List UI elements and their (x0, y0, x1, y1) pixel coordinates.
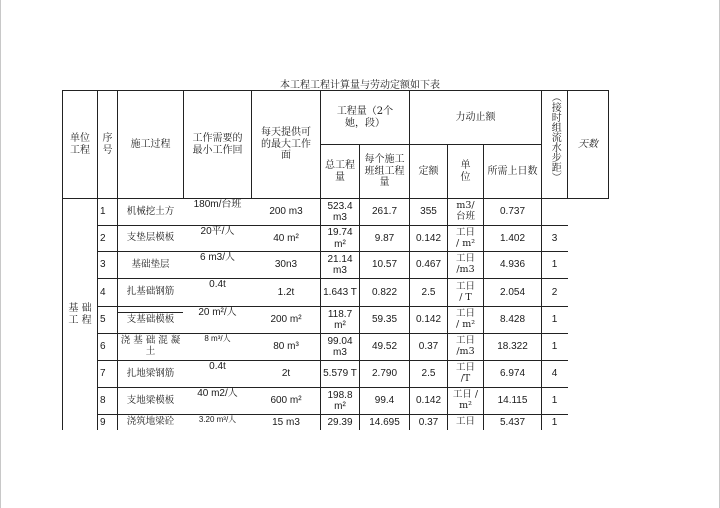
cell-daily-supply: 80 m³ (273, 341, 299, 353)
unit-project-name: 基 础 工 程 (68, 303, 92, 326)
cell-daily-supply: 40 m² (273, 232, 299, 244)
cell-total-qty: 5.579 T (323, 368, 357, 380)
cell-total-qty: 99.04 m3 (327, 335, 353, 358)
cell-flow-step: 1 (551, 259, 558, 271)
cell-days-needed: 1.402 (499, 232, 526, 244)
cell-quota: 0.37 (418, 341, 439, 353)
cell-process: 扎基础钢筋 (126, 286, 175, 298)
cell-process: 支垫层模板 (126, 232, 175, 244)
cell-daily-supply: 200 m² (270, 314, 302, 326)
cell-quota: 0.142 (415, 232, 442, 244)
cell-team-qty: 261.7 (371, 206, 398, 218)
cell-days-needed: 6.974 (499, 368, 526, 380)
cell-unit: 工日 /m3 (455, 253, 475, 275)
cell-seq: 5 (100, 314, 106, 326)
cell-work-need: 6 m3/人 (199, 252, 235, 263)
cell-seq: 3 (100, 259, 106, 271)
header-total-qty: 总工程 量 (325, 160, 355, 183)
cell-quota: 0.142 (415, 395, 442, 407)
cell-work-need: 0.4t (209, 361, 226, 372)
cell-unit: 工日 / m² (455, 226, 476, 249)
cell-days-needed: 8.428 (499, 314, 526, 326)
cell-daily-supply: 600 m² (270, 395, 302, 407)
cell-seq: 7 (100, 368, 106, 380)
cell-seq: 6 (100, 341, 106, 353)
cell-flow-step: 1 (551, 395, 558, 407)
header-labor-group: 力动止额 (455, 111, 496, 123)
cell-daily-supply: 2t (281, 368, 291, 380)
cell-process: 支基础模板 (126, 313, 175, 325)
cell-work-need: 40 m2/人 (197, 388, 238, 399)
cell-days-needed: 4.936 (499, 259, 526, 271)
header-days-needed: 所需上日数 (487, 165, 538, 177)
cell-unit: 工日 / T (455, 280, 475, 303)
cell-daily-supply: 200 m3 (269, 206, 303, 218)
cell-team-qty: 14.695 (369, 416, 400, 428)
cell-daily-supply: 15 m3 (272, 416, 300, 428)
header-process: 施工过程 (130, 138, 171, 150)
header-team-qty: 每个施工班组工程量 (364, 154, 405, 189)
cell-team-qty: 49.52 (371, 341, 398, 353)
cell-seq: 9 (100, 416, 106, 428)
cell-process: 支地梁模板 (126, 394, 175, 406)
cell-days-needed: 14.115 (497, 395, 528, 407)
header-daily-supply: 每天提供可 的最大工作 面 (261, 127, 311, 162)
cell-process: 浇 基 础 混 凝 土 (120, 335, 181, 357)
header-days: 天数 (578, 138, 598, 150)
cell-quota: 2.5 (421, 286, 436, 298)
cell-seq: 4 (100, 286, 106, 298)
cell-days-needed: 2.054 (499, 286, 526, 298)
cell-total-qty: 19.74 m² (327, 227, 353, 250)
cell-unit: 工日 / m² (455, 308, 476, 330)
header-work-need: 工作需要的 最小工作回 (192, 133, 243, 156)
cell-quota: 2.5 (421, 368, 436, 380)
cell-team-qty: 0.822 (371, 286, 398, 298)
cell-flow-step: 3 (551, 232, 558, 244)
header-unit-project: 单位 工程 (70, 133, 90, 156)
cell-unit: 工日 / m² (452, 389, 479, 411)
cell-flow-step: 2 (551, 286, 558, 298)
header-quota: 定额 (418, 165, 439, 177)
cell-team-qty: 9.87 (374, 232, 395, 244)
cell-unit: 工日 /T (455, 362, 475, 384)
cell-team-qty: 2.790 (371, 368, 398, 380)
cell-total-qty: 118.7 m² (327, 308, 353, 331)
cell-team-qty: 59.35 (371, 314, 398, 326)
header-seq: 序 号 (102, 133, 113, 156)
cell-process: 机械挖土方 (126, 205, 175, 217)
cell-work-need: 3.20 m³/人 (198, 415, 237, 424)
cell-quota: 0.37 (418, 416, 439, 428)
cell-process: 基础垫层 (131, 258, 170, 270)
cell-flow-step: 1 (551, 416, 558, 428)
cell-total-qty: 29.39 (327, 416, 353, 428)
cell-total-qty: 523.4 m3 (327, 200, 353, 223)
cell-process: 扎地梁钢筋 (126, 367, 175, 379)
cell-seq: 1 (100, 206, 106, 218)
cell-total-qty: 1.643 T (323, 286, 357, 298)
cell-work-need: 20平/人 (200, 226, 235, 237)
cell-unit: 工日 /m3 (455, 335, 475, 357)
cell-seq: 2 (100, 232, 106, 244)
cell-total-qty: 21.14 m3 (327, 253, 353, 276)
header-quantity-group: 工程量（2个 她，段） (336, 106, 394, 129)
cell-seq: 8 (100, 395, 106, 407)
cell-process: 浇筑地梁砼 (126, 416, 175, 428)
cell-team-qty: 99.4 (374, 395, 395, 407)
cell-unit: 工日 (455, 416, 475, 428)
cell-unit: m3/ 台班 (455, 200, 475, 222)
cell-quota: 0.142 (415, 314, 442, 326)
cell-days-needed: 5.437 (499, 416, 526, 428)
cell-daily-supply: 1.2t (277, 286, 295, 298)
cell-days-needed: 18.322 (497, 341, 528, 353)
cell-team-qty: 10.57 (371, 259, 398, 271)
header-flow-step: （接时组流水步距） (549, 92, 561, 182)
cell-quota: 0.467 (415, 259, 442, 271)
cell-flow-step: 4 (551, 368, 558, 380)
cell-work-need: 20 m²/人 (198, 307, 237, 318)
cell-flow-step: 1 (551, 314, 558, 326)
cell-work-need: 180m/台班 (193, 199, 242, 210)
cell-flow-step: 1 (551, 341, 558, 353)
cell-total-qty: 198.8 m² (327, 389, 353, 412)
table-caption: 本工程工程计算量与劳动定额如下表 (280, 80, 440, 91)
cell-quota: 355 (420, 206, 437, 218)
cell-days-needed: 0.737 (499, 206, 526, 218)
cell-flow-step (542, 199, 567, 225)
header-unit: 单 位 (460, 160, 471, 183)
cell-daily-supply: 30n3 (274, 259, 298, 271)
cell-work-need: 0.4t (209, 279, 226, 290)
cell-work-need: 8 m³/人 (204, 334, 231, 343)
